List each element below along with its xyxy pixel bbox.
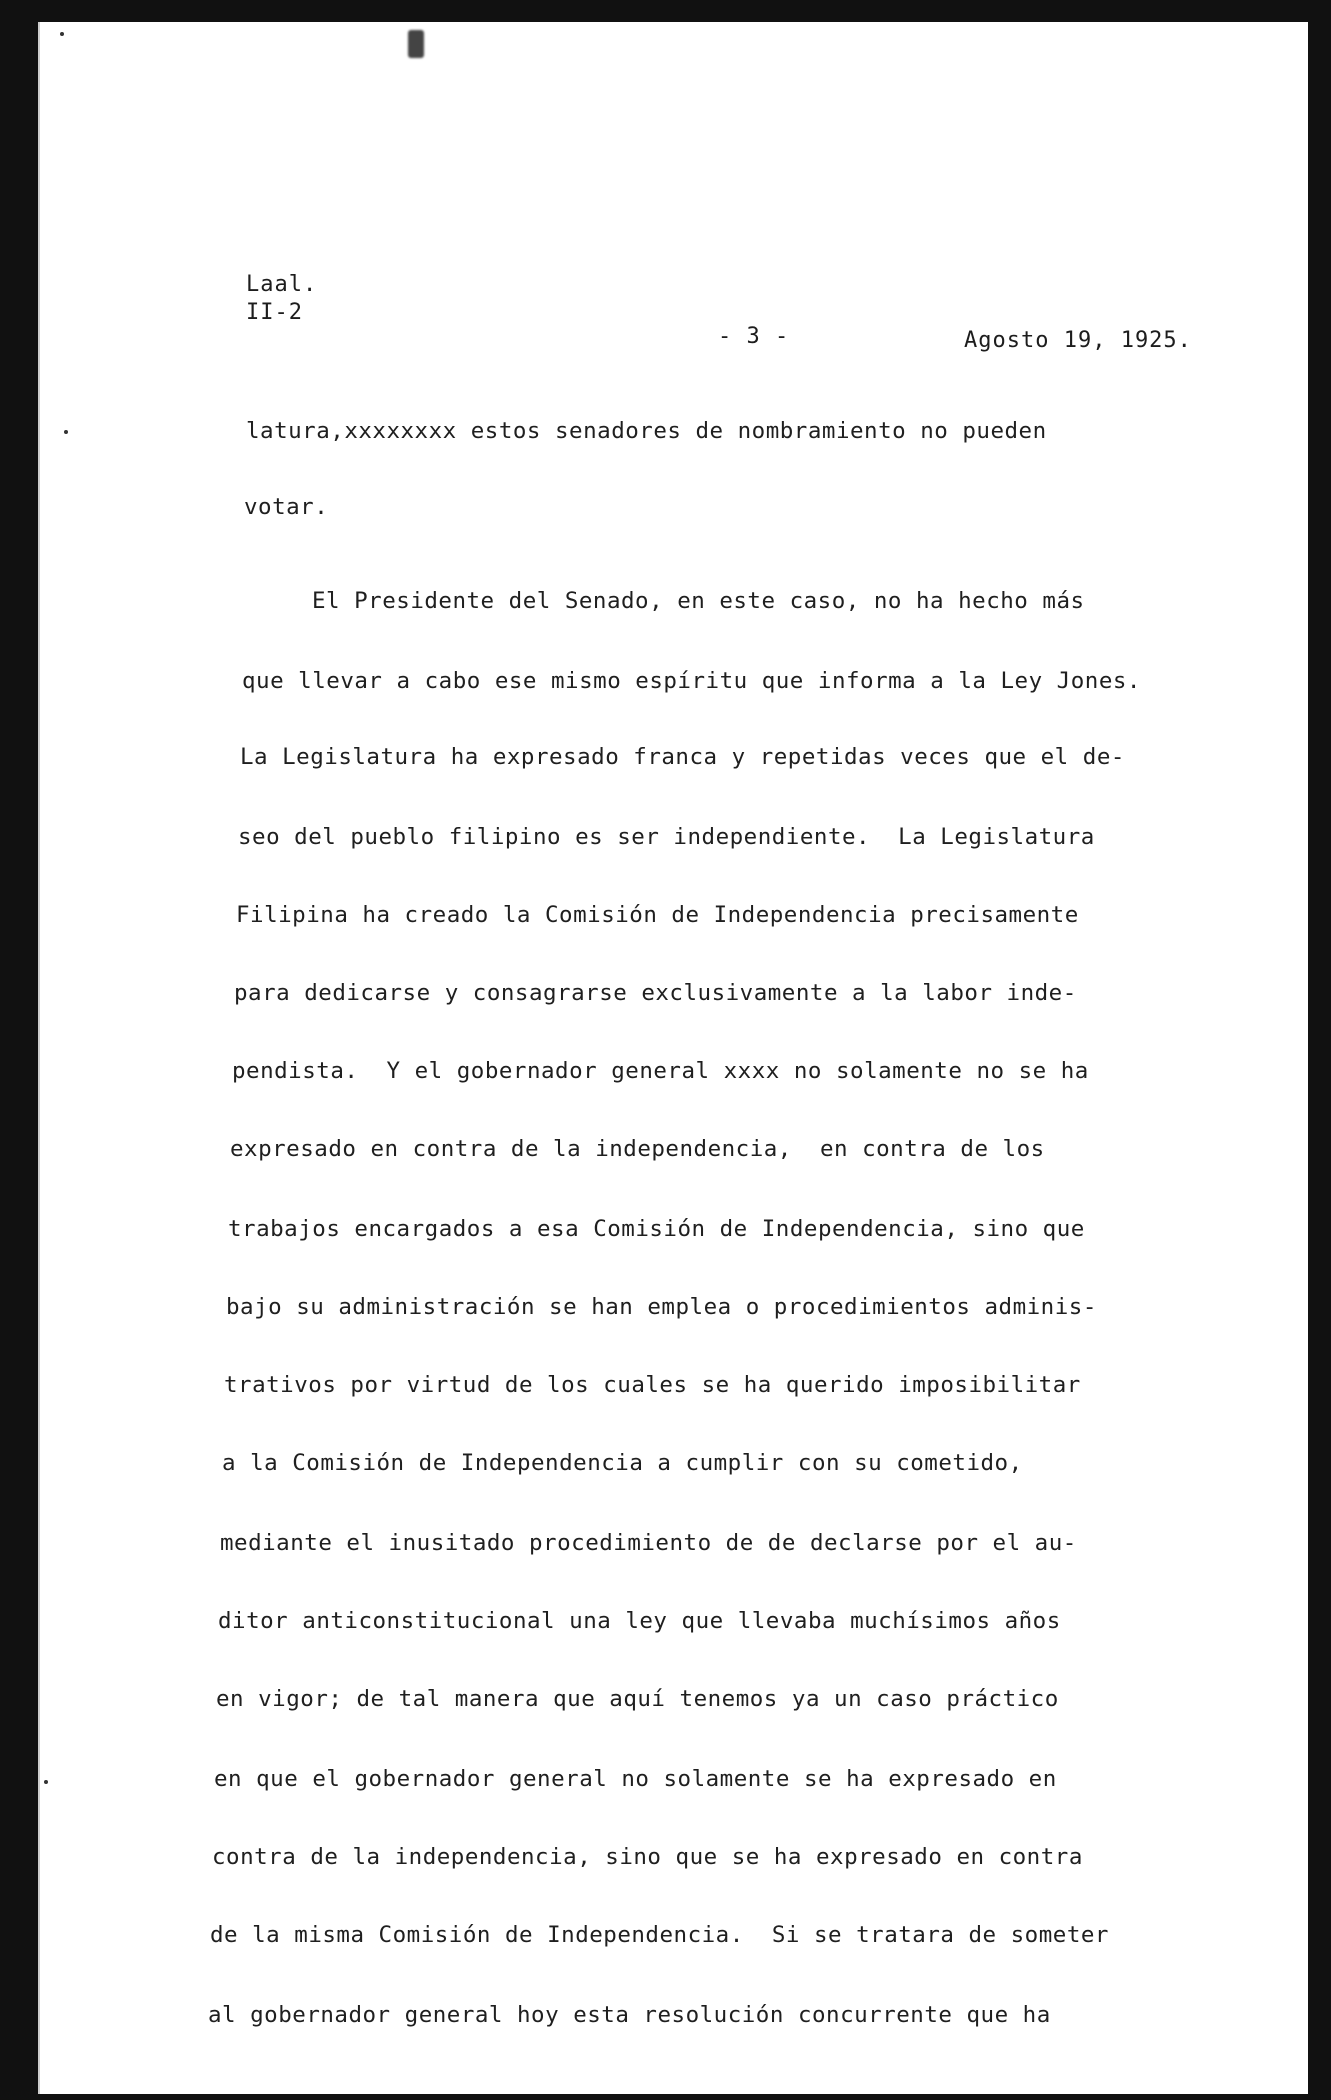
body-line: a la Comisión de Independencia a cumplir con su cometido, <box>222 1450 1023 1476</box>
body-line: trabajos encargados a esa Comisión de Independencia, sino que <box>228 1216 1085 1242</box>
page-number: - 3 - <box>718 324 790 349</box>
body-line: para dedicarse y consagrarse exclusivamente a la labor inde- <box>234 980 1077 1006</box>
body-line: en vigor; de tal manera que aquí tenemos ya un caso práctico <box>216 1686 1059 1712</box>
paper-speck <box>64 430 68 434</box>
body-line: bajo su administración se han emplea o procedimientos adminis- <box>226 1294 1097 1320</box>
body-line: al gobernador general hoy esta resolución concurrente que ha <box>208 2002 1051 2028</box>
body-line: contra de la independencia, sino que se ha expresado en contra <box>212 1844 1083 1870</box>
document-page <box>38 22 1308 2094</box>
body-line: seo del pueblo filipino es ser independiente. La Legislatura <box>238 824 1095 850</box>
body-line: que llevar a cabo ese mismo espíritu que informa a la Ley Jones. <box>242 668 1141 694</box>
body-line: ditor anticonstitucional una ley que llevaba muchísimos años <box>218 1608 1061 1634</box>
body-line: votar. <box>244 494 329 520</box>
paper-speck <box>60 32 64 36</box>
punch-mark <box>408 30 424 58</box>
body-line: latura,xxxxxxxx estos senadores de nombramiento no pueden <box>246 418 1047 444</box>
body-line: expresado en contra de la independencia, en contra de los <box>230 1136 1045 1162</box>
body-line: en que el gobernador general no solamente se ha expresado en <box>214 1766 1057 1792</box>
body-line: Filipina ha creado la Comisión de Independencia precisamente <box>236 902 1079 928</box>
body-line: pendista. Y el gobernador general xxxx no solamente no se ha <box>232 1058 1089 1084</box>
body-line: trativos por virtud de los cuales se ha querido imposibilitar <box>224 1372 1081 1398</box>
body-line: La Legislatura ha expresado franca y repetidas veces que el de- <box>240 744 1125 770</box>
header-reference: II-2 <box>246 300 303 325</box>
paper-speck <box>44 1780 48 1784</box>
body-line: mediante el inusitado procedimiento de de declarse por el au- <box>220 1530 1077 1556</box>
header-initials: Laal. <box>246 272 318 297</box>
body-line: de la misma Comisión de Independencia. Si se tratara de someter <box>210 1922 1109 1948</box>
letter-date: Agosto 19, 1925. <box>964 328 1192 353</box>
body-line: El Presidente del Senado, en este caso, no ha hecho más <box>312 588 1085 614</box>
